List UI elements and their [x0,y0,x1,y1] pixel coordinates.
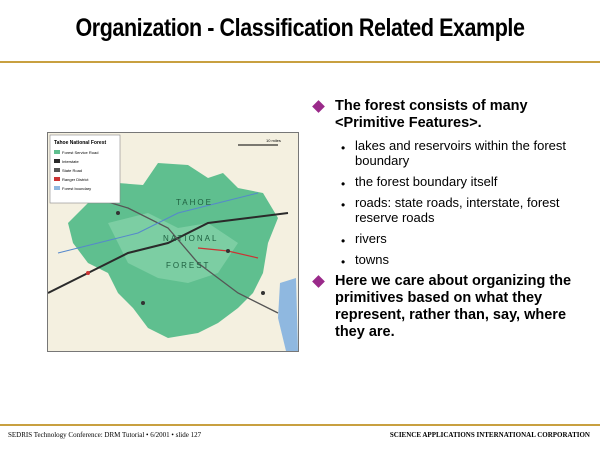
sub-bullet-text: roads: state roads, interstate, forest reserve roads [355,195,560,225]
map-legend-item: Ranger District [62,177,89,182]
dot-bullet-icon: • [341,198,346,212]
bullet-list [311,98,586,347]
sub-bullet-item [311,174,586,189]
footer-right: SCIENCE APPLICATIONS INTERNATIONAL CORPORATION [389,431,590,439]
map-legend-title: Tahoe National Forest [54,140,107,146]
lake-tahoe [278,278,298,351]
scale-label: 10 miles [266,138,281,143]
forest-map [47,132,299,352]
town-marker [226,249,230,253]
dot-bullet-icon: • [341,141,346,155]
map-legend-item: Forest Service Road [62,150,99,155]
sub-bullet-text: the forest boundary itself [355,174,498,189]
map-label-tahoe: TAHOE [176,198,213,207]
top-divider [0,61,600,63]
sub-bullet-text: lakes and reservoirs within the forest boundary [355,138,566,168]
slide-title: Organization - Classification Related Example [75,14,525,42]
bottom-divider [0,424,600,426]
bullet-item [311,273,586,341]
dot-bullet-icon: • [341,177,346,191]
forest-map-graphic [48,133,298,351]
diamond-bullet-icon [312,275,325,288]
sub-bullet-item [311,195,586,225]
sub-bullet-item [311,252,586,267]
dot-bullet-icon: • [341,234,346,248]
map-legend-item: State Road [62,168,83,173]
sub-bullet-item [311,138,586,168]
bullet-text: The forest consists of many <Primitive Features>. [335,98,528,131]
town-marker [141,301,145,305]
map-legend-item: Interstate [62,159,79,164]
sub-bullet-text: towns [355,252,389,267]
town-marker [86,271,90,275]
map-label-forest: FOREST [166,261,211,270]
map-label-national: NATIONAL [163,234,219,243]
dot-bullet-icon: • [341,255,346,269]
town-marker [261,291,265,295]
town-marker [116,211,120,215]
bullet-item [311,98,586,132]
map-legend-item: Forest boundary [62,186,92,191]
sub-bullet-text: rivers [355,231,387,246]
bullet-text: Here we care about organizing the primitives based on what they represent, rather than, say, where they are. [335,273,572,340]
footer-left: SEDRIS Technology Conference: DRM Tutorial • 6/2001 • slide 127 [8,431,202,439]
sub-bullet-item [311,231,586,246]
diamond-bullet-icon [312,100,325,113]
